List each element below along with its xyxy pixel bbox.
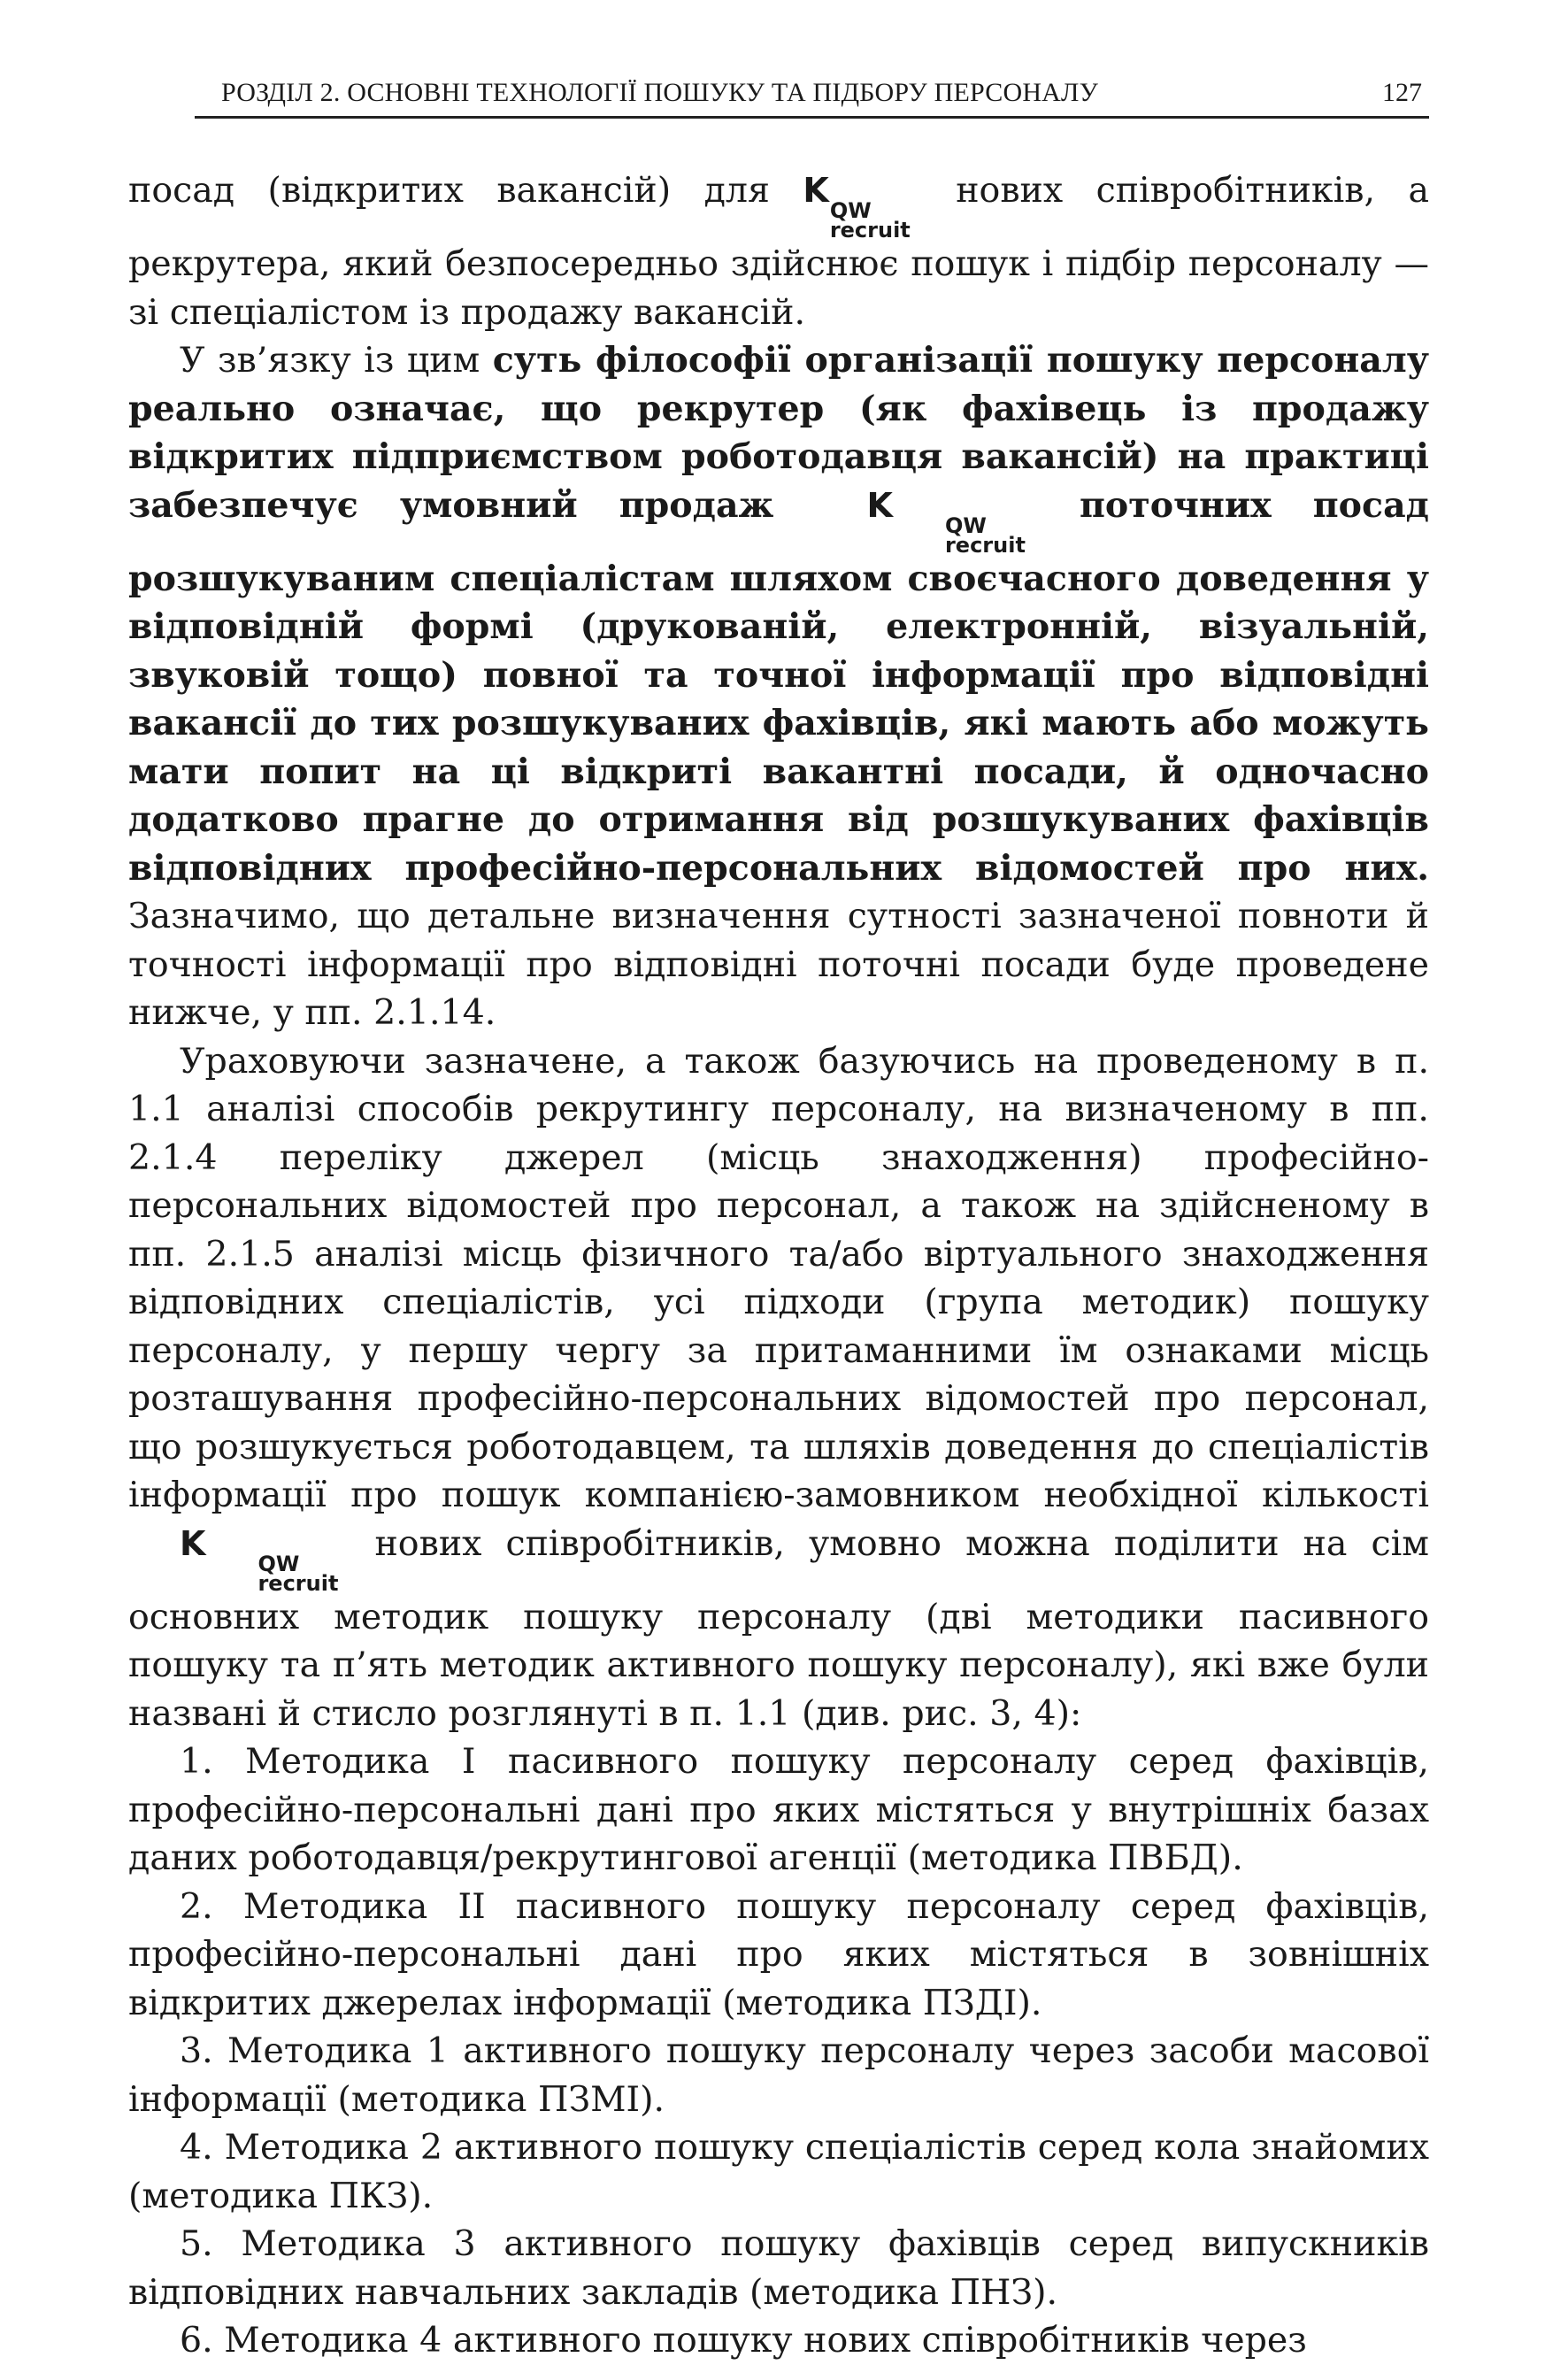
page-body bbox=[128, 166, 1429, 2365]
k-recruit-formula bbox=[128, 1520, 350, 1596]
paragraph-2 bbox=[128, 336, 1429, 1037]
formula-subscript: recruit bbox=[944, 532, 1026, 558]
methods-list bbox=[128, 1737, 1429, 2365]
paragraph-2-text-a: У зв’язку із цим bbox=[180, 340, 493, 381]
formula-base: K bbox=[866, 485, 893, 525]
k-recruit-formula bbox=[816, 481, 1038, 558]
list-item: 4. Методика 2 активного пошуку спеціалістів серед кола знайомих (методика ПКЗ). bbox=[128, 2127, 1429, 2216]
list-item: 2. Методика ІІ пасивного пошуку персоналу серед фахівців, професійно-персональні дані про яких містяться в зовнішніх відкритих джерелах інформації (методика ПЗДІ). bbox=[128, 1885, 1429, 2023]
formula-superscript: QW bbox=[829, 198, 872, 223]
running-title: РОЗДІЛ 2. ОСНОВНІ ТЕХНОЛОГІЇ ПОШУКУ ТА ПІДБОРУ ПЕРСОНАЛУ bbox=[221, 78, 1099, 107]
formula-superscript: QW bbox=[944, 512, 987, 538]
paragraph-3 bbox=[128, 1037, 1429, 1738]
paragraph-3-text-a: Ураховуючи зазначене, а також базуючись на проведеному в п. 1.1 аналізі способів рекрутингу персоналу, на визначеному в пп. 2.1.4 переліку джерел (місць знаходження) професійно-персональних відомостей про персонал, а також на здійсненому в пп. 2.1.5 аналізі місць фізичного та/або віртуального знаходження відповідних спеціалістів, усі підходи (група методик) пошуку персоналу, у першу чергу за притаманними їм ознаками місць розташування професійно-персональних відомостей про персонал, що розшукується роботодавцем, та шляхів доведення до спеціалістів інформації про пошук компанією-замовником необхідної кількості bbox=[128, 1040, 1429, 1515]
paragraph-1-text-b: нових співробітників, а рекрутера, який безпосередньо здійснює пошук і підбір персоналу — зі спеціалістом із продажу вакансій. bbox=[128, 170, 1429, 333]
paragraph-2-bold-b: поточних посад розшукуваним спеціалістам шляхом своєчасного доведення у відповідній формі (друкованій, електронній, візуальній, звуковій тощо) повної та точної інформації про відповідні вакансії до тих розшукуваних фахівців, які мають або можуть мати попит на ці відкриті вакантні посади, й одночасно додатково прагне до отримання від розшукуваних фахівців відповідних професійно-персональних відомостей про них. bbox=[128, 484, 1429, 889]
paragraph-2-bold-a: суть філософії організації пошуку персоналу реально означає, що рекрутер (як фахівець із продажу відкритих підприємством роботодавця вакансій) на практиці забезпечує умовний продаж bbox=[128, 340, 1429, 526]
formula-base: K bbox=[180, 1523, 206, 1563]
formula-subscript: recruit bbox=[829, 218, 911, 243]
page-number: 127 bbox=[1382, 78, 1422, 107]
list-item: 5. Методика 3 активного пошуку фахівців серед випускників відповідних навчальних закладів (методика ПНЗ). bbox=[128, 2223, 1429, 2313]
list-item: 6. Методика 4 активного пошуку нових співробітників через bbox=[180, 2320, 1307, 2361]
list-item: 3. Методика 1 активного пошуку персоналу через засоби масової інформації (методика ПЗМІ). bbox=[128, 2030, 1429, 2120]
formula-base: K bbox=[803, 171, 829, 210]
paragraph-3-text-b: нових співробітників, умовно можна поділити на сім основних методик пошуку персоналу (дві методики пасивного пошуку та п’ять методик активного пошуку персоналу), які вже були названі й стисло розглянуті в п. 1.1 (див. рис. 3, 4): bbox=[128, 1522, 1429, 1734]
paragraph-1-text-a: посад (відкритих вакансій) для bbox=[128, 170, 803, 211]
running-header bbox=[195, 74, 1429, 119]
formula-subscript: recruit bbox=[257, 1570, 339, 1596]
list-item: 1. Методика І пасивного пошуку персоналу серед фахівців, професійно-персональні дані про яких містяться у внутрішніх базах даних роботодавця/рекрутингової агенції (методика ПВБД). bbox=[128, 1741, 1429, 1878]
paragraph-2-text-c: Зазначимо, що детальне визначення сутності зазначеної повноти й точності інформації про відповідні поточні посади буде проведене нижче, у пп. 2.1.14. bbox=[128, 896, 1429, 1033]
formula-superscript: QW bbox=[257, 1551, 300, 1576]
paragraph-1 bbox=[128, 166, 1429, 336]
k-recruit-formula bbox=[803, 166, 922, 243]
